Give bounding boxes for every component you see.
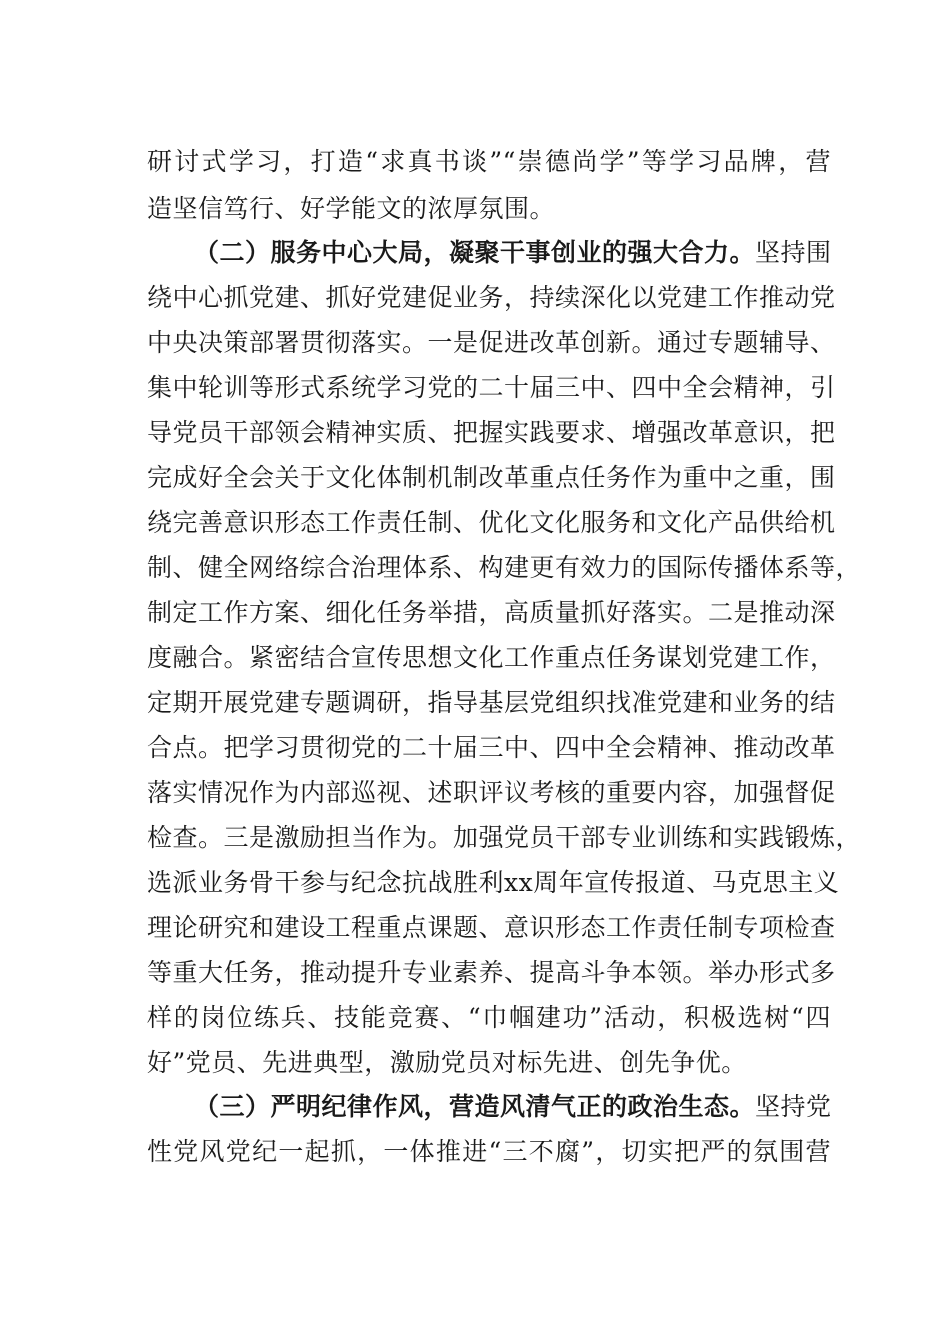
paragraph-first-line: [194, 236, 832, 270]
paragraph-line: 样的岗位练兵、技能竞赛、“巾帼建功”活动，积极选树“四: [147, 1003, 831, 1032]
paragraph-line: 等重大任务，推动提升专业素养、提高斗争本领。举办形式多: [147, 958, 836, 987]
paragraph-line: 研讨式学习，打造“求真书谈”“崇德尚学”等学习品牌，营: [147, 147, 831, 176]
section-heading-2: （二）服务中心大局，凝聚干事创业的强大合力。: [194, 238, 756, 267]
paragraph-line: 度融合。紧密结合宣传思想文化工作重点任务谋划党建工作，: [147, 643, 836, 672]
paragraph-line: 导党员干部领会精神实质、把握实践要求、增强改革意识，把: [147, 418, 836, 447]
paragraph-line: 绕完善意识形态工作责任制、优化文化服务和文化产品供给机: [147, 508, 836, 537]
paragraph-line: 制定工作方案、细化任务举措，高质量抓好落实。二是推动深: [147, 598, 836, 627]
paragraph-first-line: [194, 1090, 832, 1124]
section-heading-3: （三）严明纪律作风，营造风清气正的政治生态。: [194, 1092, 756, 1121]
paragraph-line: 选派业务骨干参与纪念抗战胜利xx周年宣传报道、马克思主义: [147, 868, 840, 897]
paragraph-line: 落实情况作为内部巡视、述职评议考核的重要内容，加强督促: [147, 778, 836, 807]
paragraph-line: 定期开展党建专题调研，指导基层党组织找准党建和业务的结: [147, 688, 836, 717]
paragraph-line: 中央决策部署贯彻落实。一是促进改革创新。通过专题辅导、: [147, 328, 836, 357]
paragraph-line: 好”党员、先进典型，激励党员对标先进、创先争优。: [147, 1048, 747, 1077]
paragraph-line: 理论研究和建设工程重点课题、意识形态工作责任制专项检查: [147, 913, 836, 942]
paragraph-line: 绕中心抓党建、抓好党建促业务，持续深化以党建工作推动党: [147, 283, 836, 312]
paragraph-text: 坚持党: [755, 1092, 832, 1121]
paragraph-text: 坚持围: [755, 238, 832, 267]
paragraph-line: 集中轮训等形式系统学习党的二十届三中、四中全会精神，引: [147, 373, 836, 402]
paragraph-line: 性党风党纪一起抓，一体推进“三不腐”，切实把严的氛围营: [147, 1137, 831, 1166]
paragraph-line: 完成好全会关于文化体制机制改革重点任务作为重中之重，围: [147, 463, 836, 492]
paragraph-line: 造坚信笃行、好学能文的浓厚氛围。: [147, 194, 556, 223]
paragraph-line: 合点。把学习贯彻党的二十届三中、四中全会精神、推动改革: [147, 733, 836, 762]
paragraph-line: 检查。三是激励担当作为。加强党员干部专业训练和实践锻炼，: [147, 823, 862, 852]
paragraph-line: 制、健全网络综合治理体系、构建更有效力的国际传播体系等，: [147, 553, 862, 582]
